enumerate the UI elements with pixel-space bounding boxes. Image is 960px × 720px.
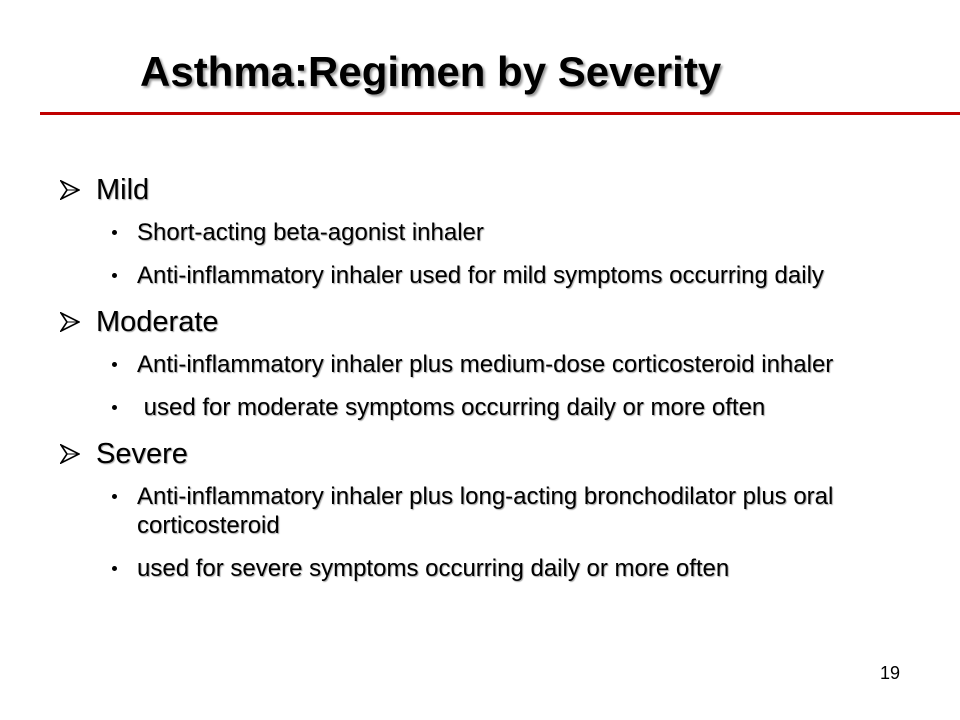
bullet-dot-icon [112,405,117,410]
list-item [60,261,877,290]
list-item [60,218,877,247]
section-heading-label: Moderate [96,306,219,338]
list-item-text: used for moderate symptoms occurring daily or more often [137,394,766,421]
bullet-dot-icon [112,494,117,499]
list-item-text: Anti-inflammatory inhaler plus long-acting bronchodilator plus oral corticosteroid [137,483,834,539]
section-severe [60,436,920,583]
arrow-bullet-icon [60,444,80,464]
section-mild [60,172,920,290]
bullet-dot-icon [112,566,117,571]
section-heading [60,172,920,208]
section-moderate [60,304,920,422]
section-heading [60,436,920,472]
bullet-list [60,350,920,422]
bullet-dot-icon [112,273,117,278]
list-item [60,482,877,540]
list-item [60,393,877,422]
section-heading-label: Mild [96,174,150,206]
arrow-bullet-icon [60,180,80,200]
page-number: 19 [879,663,901,683]
arrow-bullet-icon [60,312,80,332]
list-item-text: Short-acting beta-agonist inhaler [137,219,484,246]
slide-title: Asthma:Regimen by Severity [140,48,722,95]
section-heading-label: Severe [96,438,188,470]
bullet-dot-icon [112,362,117,367]
list-item-text: Anti-inflammatory inhaler used for mild symptoms occurring daily [137,262,824,289]
slide-content [60,172,920,597]
list-item [60,554,877,583]
list-item [60,350,877,379]
section-heading [60,304,920,340]
title-divider [40,112,960,115]
bullet-dot-icon [112,230,117,235]
list-item-text: used for severe symptoms occurring daily or more often [137,555,730,582]
list-item-text: Anti-inflammatory inhaler plus medium-dose corticosteroid inhaler [137,351,834,378]
bullet-list [60,482,920,583]
bullet-list [60,218,920,290]
